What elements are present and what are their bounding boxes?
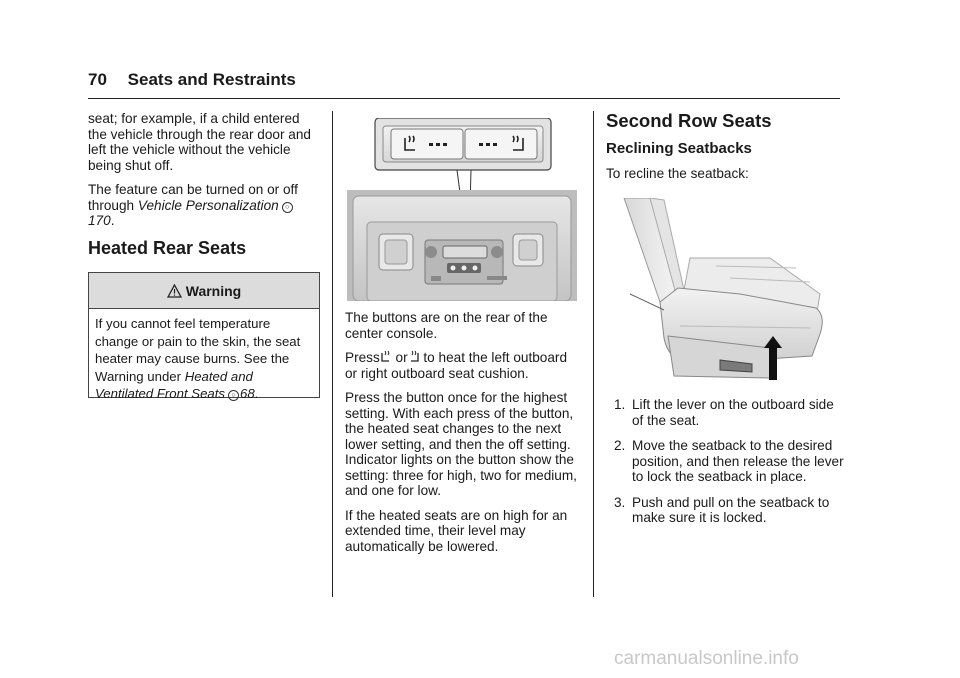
heated-seat-right-icon	[408, 350, 420, 363]
list-item: 2. Move the seatback to the desired position, and then release the lever to lock the seatback in place.	[614, 438, 844, 484]
recline-steps-list	[614, 397, 846, 536]
warning-header	[89, 273, 319, 309]
heated-ventilated-seats-link[interactable]: Heated and Ventilated Front Seats	[95, 368, 253, 401]
column-1	[88, 111, 320, 270]
page-header	[88, 70, 296, 90]
vehicle-personalization-link[interactable]: Vehicle Personalization	[137, 197, 279, 213]
reclining-seatbacks-heading: Reclining Seatbacks	[606, 140, 752, 157]
personalization-paragraph: The feature can be turned on or off through Vehicle Personalization ○170.	[88, 182, 298, 228]
column-3	[606, 141, 846, 190]
column-divider-2	[593, 111, 594, 597]
heated-seat-left-icon	[380, 350, 392, 363]
second-row-seats-heading: Second Row Seats	[606, 110, 772, 131]
warning-page-ref[interactable]: 68	[240, 386, 255, 401]
warning-title: Warning	[185, 282, 242, 299]
column-2	[345, 310, 581, 563]
warning-triangle-icon	[167, 284, 182, 298]
list-item: 1. Lift the lever on the outboard side of the seat.	[614, 397, 834, 428]
page-ref-icon: ○	[282, 202, 293, 213]
settings-paragraph: Press the button once for the highest setting. With each press of the button, the heated seat changes to the next lower setting, and then the off setting. Indicator lights on the button show the setting: three for high, two for medium, and one for low.	[345, 390, 577, 498]
intro-paragraph: seat; for example, if a child entered the vehicle through the rear door and left the vehicle without the vehicle being shut off.	[88, 111, 311, 173]
warning-body: If you cannot feel temperature change or pain to the skin, the seat heater may cause burns. See the Warning under Heated and Ventilated Front Seats ○ 68.	[95, 316, 301, 401]
watermark: carmanualsonline.info	[614, 648, 799, 669]
auto-lower-paragraph: If the heated seats are on high for an extended time, their level may automatically be lowered.	[345, 507, 568, 554]
second-row-seat-illustration	[620, 198, 825, 383]
recline-intro: To recline the seatback:	[606, 165, 749, 181]
list-item: 3. Push and pull on the seatback to make sure it is locked.	[614, 494, 830, 525]
header-rule	[88, 98, 840, 99]
page-ref-icon: ○	[228, 390, 239, 401]
column-divider-1	[332, 111, 333, 597]
page-ref-number[interactable]: 170	[88, 213, 111, 228]
warning-box	[88, 272, 320, 401]
buttons-location-paragraph: The buttons are on the rear of the center console.	[345, 310, 548, 341]
section-title: Seats and Restraints	[127, 70, 296, 89]
press-instruction-paragraph: Press or to heat the left outboard or right outboard seat cushion.	[345, 350, 568, 381]
page-number: 70	[88, 70, 107, 89]
console-buttons-illustration	[347, 118, 577, 301]
heated-rear-seats-heading: Heated Rear Seats	[88, 237, 247, 258]
